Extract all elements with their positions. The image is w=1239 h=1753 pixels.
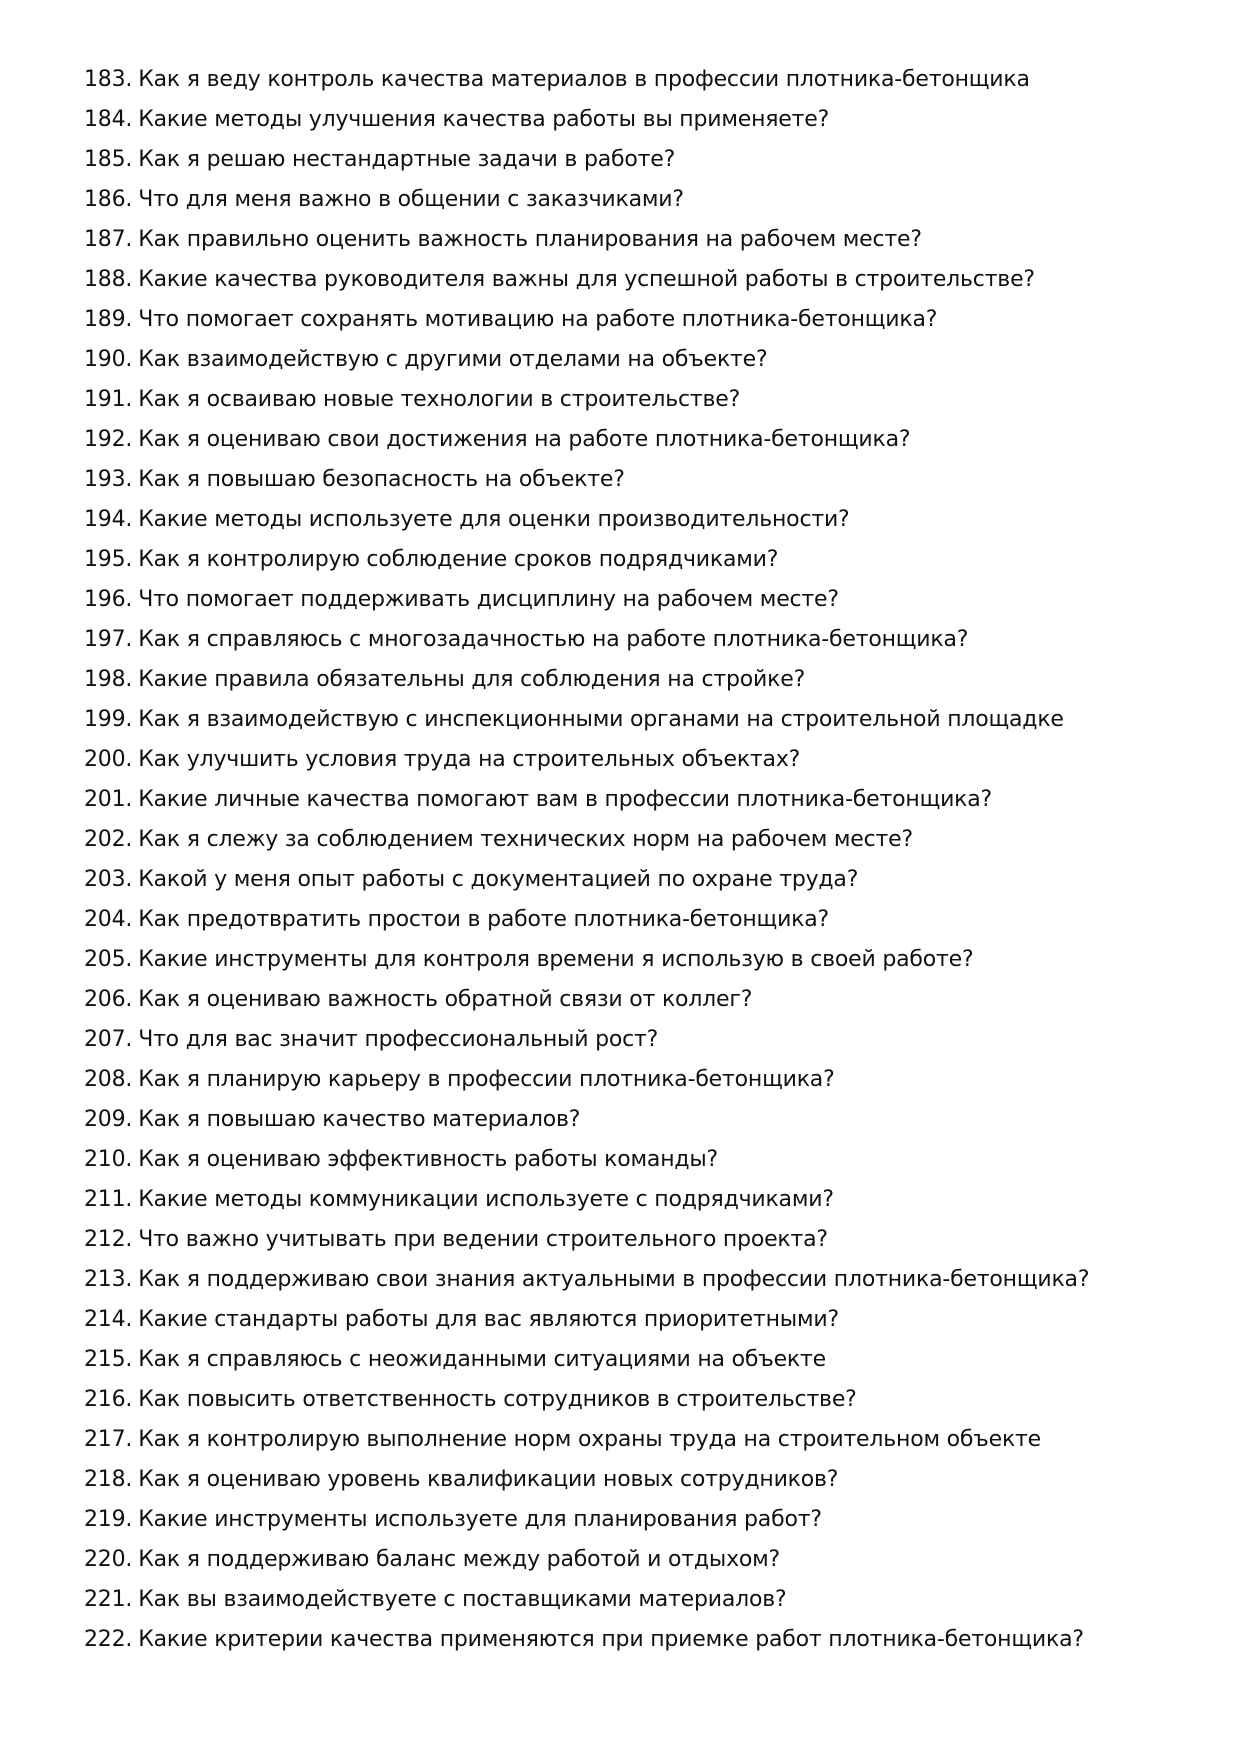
question-text: Как я взаимодействую с инспекционными органами на строительной площадке <box>138 707 1064 732</box>
question-text: Как я поддерживаю баланс между работой и отдыхом? <box>138 1547 781 1572</box>
question-number: 192. <box>84 427 133 452</box>
question-item <box>84 900 1164 940</box>
question-item <box>84 660 1164 700</box>
question-text: Какие методы улучшения качества работы вы применяете? <box>138 107 830 132</box>
question-number: 216. <box>84 1387 133 1412</box>
question-number: 193. <box>84 467 133 492</box>
question-number: 206. <box>84 987 133 1012</box>
question-text: Как я веду контроль качества материалов в профессии плотника-бетонщика <box>138 67 1030 92</box>
question-item <box>84 220 1164 260</box>
question-number: 211. <box>84 1187 133 1212</box>
question-text: Как я осваиваю новые технологии в строительстве? <box>138 387 741 412</box>
question-text: Как я планирую карьеру в профессии плотника-бетонщика? <box>138 1067 835 1092</box>
question-item <box>84 60 1164 100</box>
question-text: Как я оцениваю уровень квалификации новых сотрудников? <box>138 1467 839 1492</box>
question-item <box>84 1180 1164 1220</box>
question-number: 212. <box>84 1227 133 1252</box>
question-text: Как я справляюсь с неожиданными ситуациями на объекте <box>138 1347 826 1372</box>
question-number: 203. <box>84 867 133 892</box>
question-item <box>84 860 1164 900</box>
question-text: Что важно учитывать при ведении строительного проекта? <box>138 1227 828 1252</box>
question-number: 210. <box>84 1147 133 1172</box>
question-number: 195. <box>84 547 133 572</box>
question-number: 186. <box>84 187 133 212</box>
question-number: 199. <box>84 707 133 732</box>
question-item <box>84 1580 1164 1620</box>
question-item <box>84 300 1164 340</box>
question-text: Какие инструменты для контроля времени я использую в своей работе? <box>138 947 974 972</box>
question-item <box>84 940 1164 980</box>
question-item <box>84 420 1164 460</box>
question-item <box>84 100 1164 140</box>
question-text: Как я оцениваю важность обратной связи от коллег? <box>138 987 753 1012</box>
question-number: 188. <box>84 267 133 292</box>
question-number: 220. <box>84 1547 133 1572</box>
question-text: Что помогает сохранять мотивацию на работе плотника-бетонщика? <box>138 307 938 332</box>
question-number: 217. <box>84 1427 133 1452</box>
question-number: 201. <box>84 787 133 812</box>
question-item <box>84 1220 1164 1260</box>
question-text: Как я слежу за соблюдением технических норм на рабочем месте? <box>138 827 913 852</box>
question-number: 200. <box>84 747 133 772</box>
question-item <box>84 260 1164 300</box>
question-text: Как правильно оценить важность планирования на рабочем месте? <box>138 227 922 252</box>
question-item <box>84 500 1164 540</box>
question-text: Как я поддерживаю свои знания актуальными в профессии плотника-бетонщика? <box>138 1267 1090 1292</box>
question-item <box>84 1260 1164 1300</box>
question-number: 207. <box>84 1027 133 1052</box>
question-item <box>84 1060 1164 1100</box>
question-number: 214. <box>84 1307 133 1332</box>
question-item <box>84 180 1164 220</box>
question-number: 187. <box>84 227 133 252</box>
question-number: 184. <box>84 107 133 132</box>
question-number: 189. <box>84 307 133 332</box>
question-text: Какие правила обязательны для соблюдения на стройке? <box>138 667 806 692</box>
question-number: 185. <box>84 147 133 172</box>
question-item <box>84 1100 1164 1140</box>
question-number: 209. <box>84 1107 133 1132</box>
question-text: Как я повышаю безопасность на объекте? <box>138 467 625 492</box>
question-item <box>84 1300 1164 1340</box>
question-item <box>84 780 1164 820</box>
question-item <box>84 1020 1164 1060</box>
question-text: Какой у меня опыт работы с документацией по охране труда? <box>138 867 859 892</box>
question-item <box>84 740 1164 780</box>
question-item <box>84 380 1164 420</box>
question-text: Как я оцениваю свои достижения на работе плотника-бетонщика? <box>138 427 911 452</box>
question-text: Как я решаю нестандартные задачи в работе? <box>138 147 676 172</box>
question-text: Какие инструменты используете для планирования работ? <box>138 1507 822 1532</box>
question-text: Как я оцениваю эффективность работы команды? <box>138 1147 719 1172</box>
question-item <box>84 580 1164 620</box>
question-list <box>84 60 1164 1660</box>
question-item <box>84 540 1164 580</box>
question-text: Что помогает поддерживать дисциплину на рабочем месте? <box>138 587 839 612</box>
question-item <box>84 1500 1164 1540</box>
question-text: Как я справляюсь с многозадачностью на работе плотника-бетонщика? <box>138 627 969 652</box>
question-number: 205. <box>84 947 133 972</box>
question-item <box>84 460 1164 500</box>
question-number: 208. <box>84 1067 133 1092</box>
question-text: Какие методы используете для оценки производительности? <box>138 507 850 532</box>
question-number: 204. <box>84 907 133 932</box>
question-text: Как повысить ответственность сотрудников в строительстве? <box>138 1387 857 1412</box>
question-number: 202. <box>84 827 133 852</box>
question-number: 219. <box>84 1507 133 1532</box>
question-text: Что для меня важно в общении с заказчиками? <box>138 187 684 212</box>
question-number: 221. <box>84 1587 133 1612</box>
question-text: Как я контролирую выполнение норм охраны труда на строительном объекте <box>138 1427 1042 1452</box>
question-text: Как улучшить условия труда на строительных объектах? <box>138 747 801 772</box>
question-item <box>84 1420 1164 1460</box>
question-text: Какие качества руководителя важны для успешной работы в строительстве? <box>138 267 1035 292</box>
question-text: Как вы взаимодействуете с поставщиками материалов? <box>138 1587 787 1612</box>
question-number: 198. <box>84 667 133 692</box>
question-item <box>84 140 1164 180</box>
question-text: Какие личные качества помогают вам в профессии плотника-бетонщика? <box>138 787 993 812</box>
question-text: Какие стандарты работы для вас являются приоритетными? <box>138 1307 839 1332</box>
question-number: 190. <box>84 347 133 372</box>
question-item <box>84 1620 1164 1660</box>
question-text: Какие методы коммуникации используете с подрядчиками? <box>138 1187 834 1212</box>
question-number: 222. <box>84 1627 133 1652</box>
question-number: 215. <box>84 1347 133 1372</box>
question-number: 194. <box>84 507 133 532</box>
question-text: Какие критерии качества применяются при приемке работ плотника-бетонщика? <box>138 1627 1084 1652</box>
question-text: Как предотвратить простои в работе плотника-бетонщика? <box>138 907 830 932</box>
question-item <box>84 340 1164 380</box>
question-item <box>84 820 1164 860</box>
question-item <box>84 1460 1164 1500</box>
question-item <box>84 1380 1164 1420</box>
question-item <box>84 700 1164 740</box>
question-item <box>84 620 1164 660</box>
question-number: 196. <box>84 587 133 612</box>
question-text: Как я контролирую соблюдение сроков подрядчиками? <box>138 547 779 572</box>
question-text: Как я повышаю качество материалов? <box>138 1107 581 1132</box>
question-number: 218. <box>84 1467 133 1492</box>
question-number: 183. <box>84 67 133 92</box>
question-item <box>84 1540 1164 1580</box>
question-text: Как взаимодействую с другими отделами на объекте? <box>138 347 768 372</box>
question-item <box>84 1340 1164 1380</box>
question-item <box>84 1140 1164 1180</box>
question-item <box>84 980 1164 1020</box>
question-number: 213. <box>84 1267 133 1292</box>
question-text: Что для вас значит профессиональный рост? <box>138 1027 659 1052</box>
question-number: 191. <box>84 387 133 412</box>
question-number: 197. <box>84 627 133 652</box>
